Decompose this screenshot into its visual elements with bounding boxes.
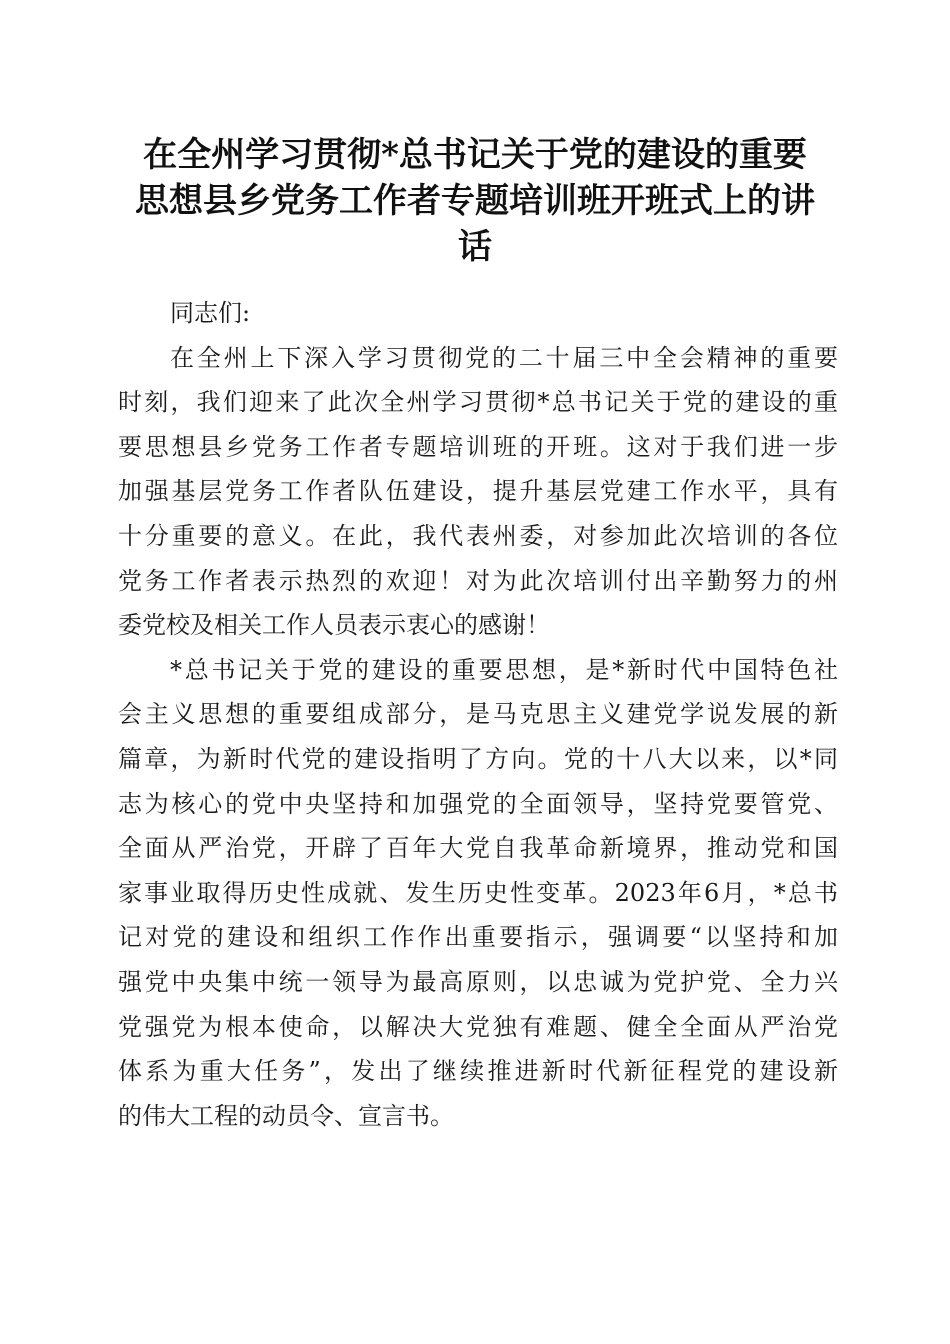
document-title <box>120 132 830 270</box>
title-line-2: 思想县乡党务工作者专题培训班开班式上的讲 <box>135 181 815 221</box>
paragraph-1-line: 要思想县乡党务工作者专题培训班的开班。这对于我们进一步 <box>118 432 838 461</box>
paragraph-1 <box>118 336 838 648</box>
paragraph-2-line: 家事业取得历史性成就、发生历史性变革。2023年6月，*总书 <box>118 878 838 907</box>
paragraph-1-line: 在全州上下深入学习贯彻党的二十届三中全会精神的重要 <box>170 343 838 372</box>
paragraph-2-line: 篇章，为新时代党的建设指明了方向。党的十八大以来，以*同 <box>118 744 838 773</box>
paragraph-2-line: 记对党的建设和组织工作作出重要指示，强调要“以坚持和加 <box>118 923 838 952</box>
paragraph-2-line: 体系为重大任务”，发出了继续推进新时代新征程党的建设新 <box>118 1057 838 1086</box>
paragraph-1-line: 十分重要的意义。在此，我代表州委，对参加此次培训的各位 <box>118 521 838 550</box>
document-body <box>118 291 838 1138</box>
paragraph-2-line: 党强党为根本使命，以解决大党独有难题、健全全面从严治党 <box>118 1012 838 1041</box>
paragraph-1-line: 加强基层党务工作者队伍建设，提升基层党建工作水平，具有 <box>118 477 838 506</box>
paragraph-2-line: *总书记关于党的建设的重要思想，是*新时代中国特色社 <box>170 655 838 684</box>
paragraph-2-line: 会主义思想的重要组成部分，是马克思主义建党学说发展的新 <box>118 700 838 729</box>
paragraph-2-line: 全面从严治党，开辟了百年大党自我革命新境界，推动党和国 <box>118 834 838 863</box>
title-line-3: 话 <box>458 227 492 267</box>
paragraph-1-line: 委党校及相关工作人员表示衷心的感谢！ <box>118 611 550 640</box>
greeting <box>118 291 838 336</box>
title-line-1: 在全州学习贯彻*总书记关于党的建设的重要 <box>143 135 807 175</box>
paragraph-2-line: 志为核心的党中央坚持和加强党的全面领导，坚持党要管党、 <box>118 789 838 818</box>
paragraph-2-line: 强党中央集中统一领导为最高原则，以忠诚为党护党、全力兴 <box>118 967 838 996</box>
greeting-text: 同志们: <box>170 299 251 327</box>
paragraph-2-line: 的伟大工程的动员令、宣言书。 <box>118 1101 454 1130</box>
paragraph-1-line: 时刻，我们迎来了此次全州学习贯彻*总书记关于党的建设的重 <box>118 388 838 417</box>
paragraph-1-line: 党务工作者表示热烈的欢迎！对为此次培训付出辛勤努力的州 <box>118 566 838 595</box>
paragraph-2 <box>118 648 838 1139</box>
